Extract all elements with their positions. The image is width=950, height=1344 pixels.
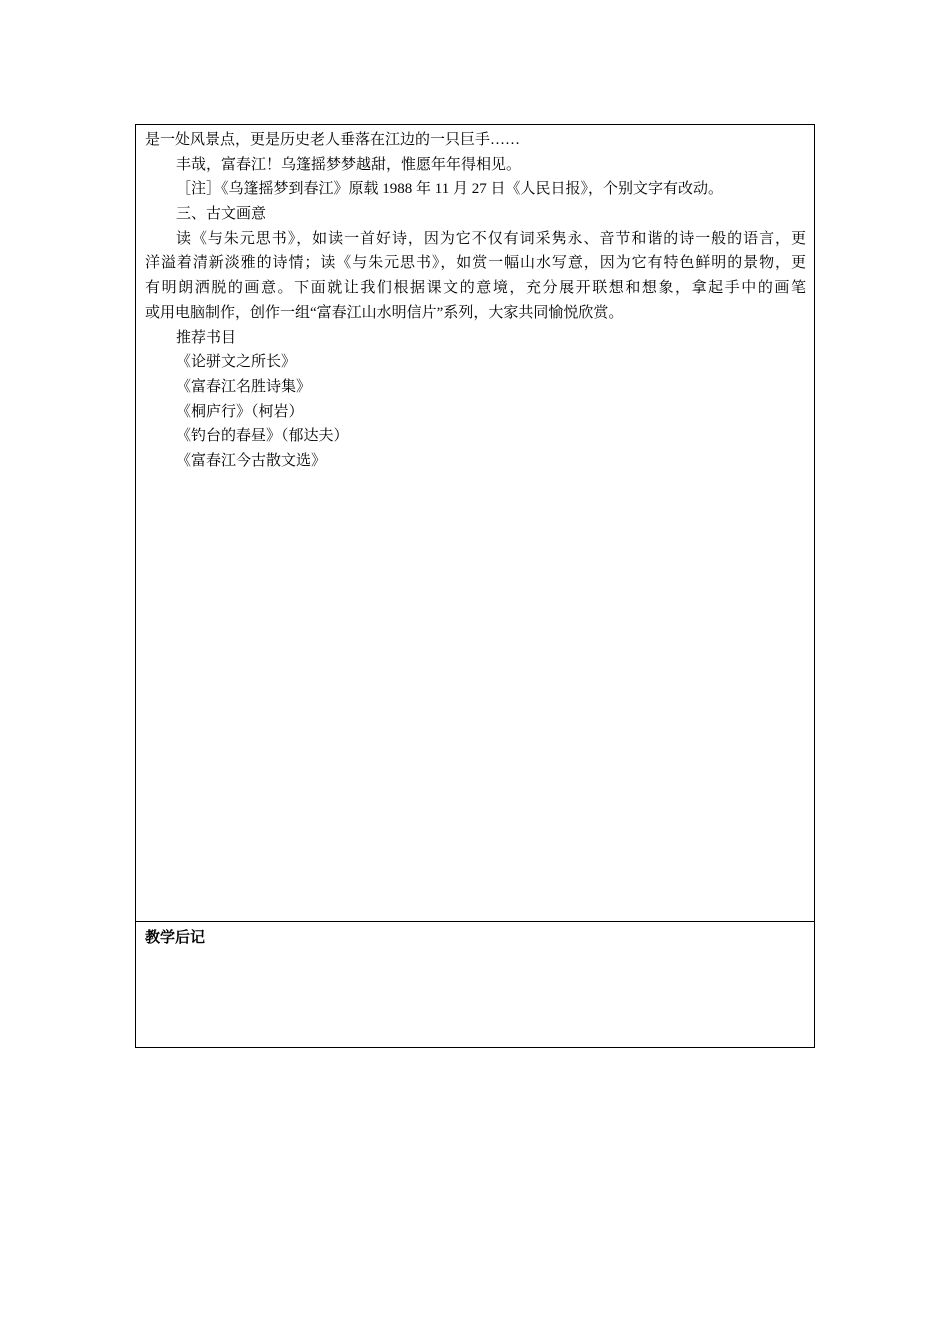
paragraph-line-4: 或用电脑制作，创作一组“富春江山水明信片”系列，大家共同愉悦欣赏。 [145,304,624,321]
paragraph-line-1: 读《与朱元思书》，如读一首好诗，因为它不仅有词采隽永、音节和谐的诗一般的语言，更 [176,230,806,247]
continuation-line: 是一处风景点，更是历史老人垂落在江边的一只巨手…… [145,132,521,148]
book-item: 《钓台的春昼》（郁达夫） [176,428,349,445]
source-note: ［注］《乌篷摇梦到春江》原载 1988 年 11 月 27 日《人民日报》，个别文字有改动。 [176,181,723,198]
reading-list-heading: 推荐书目 [176,329,237,346]
book-item: 《富春江名胜诗集》 [176,378,312,395]
book-item: 《富春江今古散文选》 [176,452,327,469]
content-cell [136,125,814,922]
section-heading: 三、古文画意 [176,206,267,223]
book-item: 《桐庐行》（柯岩） [176,403,304,420]
teaching-notes-cell [136,922,814,1047]
lesson-plan-table [135,124,815,1048]
teaching-notes-title: 教学后记 [145,929,206,946]
closing-line: 丰哉，富春江！乌篷摇梦梦越甜，惟愿年年得相见。 [176,156,522,173]
paragraph-line-3: 有明朗洒脱的画意。下面就让我们根据课文的意境，充分展开联想和想象，拿起手中的画笔 [145,280,806,297]
paragraph-line-2: 洋溢着清新淡雅的诗情；读《与朱元思书》，如赏一幅山水写意，因为它有特色鲜明的景物，更 [145,255,806,272]
book-item: 《论骈文之所长》 [176,354,297,371]
